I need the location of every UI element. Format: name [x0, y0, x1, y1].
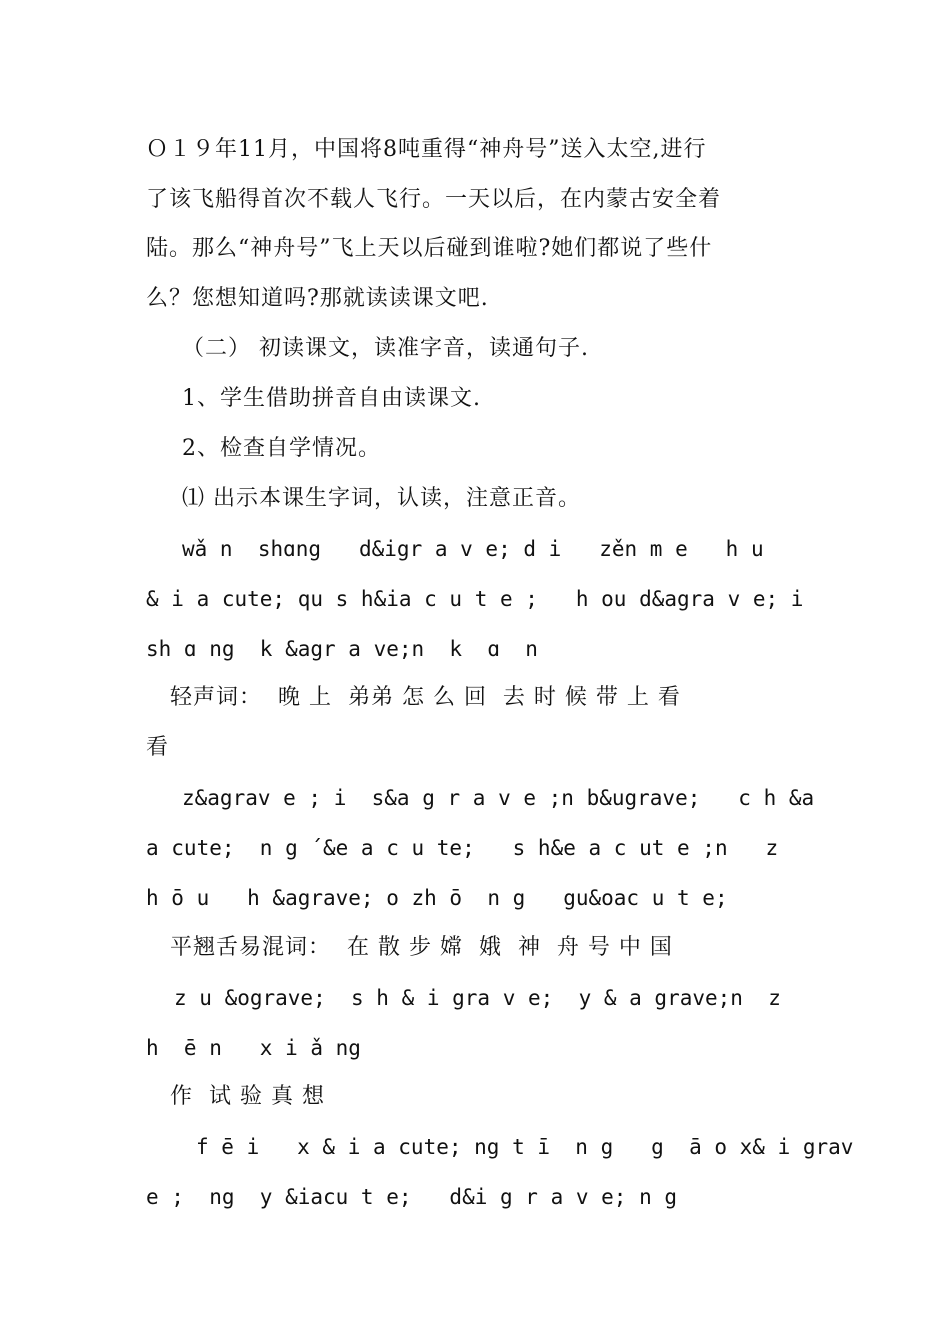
- pinyin-line: h ō u h &agrave; o zh ō n g gu&oac u t e;: [146, 886, 728, 910]
- vocab-line-neutral-tone: 轻声词： 晚 上 弟弟 怎 么 回 去 时 候 带 上 看: [170, 685, 681, 710]
- paragraph-line: 陆。那么“神舟号”飞上天以后碰到谁啦?她们都说了些什: [146, 236, 713, 261]
- list-item: 1、学生借助拼音自由读课文.: [182, 386, 481, 411]
- paragraph-line: Ｏ１９年11月，中国将8吨重得“神舟号”送入太空,进行: [146, 137, 707, 162]
- list-item: ⑴ 出示本课生字词，认读，注意正音。: [182, 486, 581, 511]
- pinyin-line: f ē i x & i a cute; ng t ī n g g ā o x& i grav: [196, 1135, 854, 1159]
- pinyin-line: z&agrav e ; i s&a g r a v e ;n b&ugrave; c h &a: [182, 786, 815, 810]
- section-heading: （二） 初读课文，读准字音，读通句子.: [182, 336, 589, 361]
- pinyin-line: wǎ n shɑng d&igr a v e; d i zěn m e h u: [182, 537, 764, 561]
- pinyin-line: a cute; n g ´&e a c u te; s h&e a c ut e ;n z: [146, 836, 779, 860]
- paragraph-line: 么？您想知道吗?那就读读课文吧.: [146, 286, 489, 311]
- paragraph-line: 了该飞船得首次不载人飞行。一天以后，在内蒙古安全着: [146, 187, 722, 212]
- pinyin-line: h ē n x i ǎ ng: [146, 1036, 361, 1060]
- vocab-line-neutral-tone-cont: 看: [146, 735, 170, 760]
- vocab-line: 作 试 验 真 想: [170, 1084, 325, 1109]
- pinyin-line: e ; ng y &iacu t e; d&i g r a v e; n g: [146, 1185, 678, 1209]
- pinyin-line: z u &ograve; s h & i gra v e; y & a grave;n z: [174, 986, 781, 1010]
- pinyin-line: & i a cute; qu s h&ia c u t e ; h ou d&agra v e; i: [146, 587, 804, 611]
- list-item: 2、检查自学情况。: [182, 436, 381, 461]
- pinyin-line: sh ɑ ng k &agr a ve;n k ɑ n: [146, 637, 538, 661]
- vocab-line-retroflex: 平翘舌易混词： 在 散 步 嫦 娥 神 舟 号 中 国: [170, 935, 673, 960]
